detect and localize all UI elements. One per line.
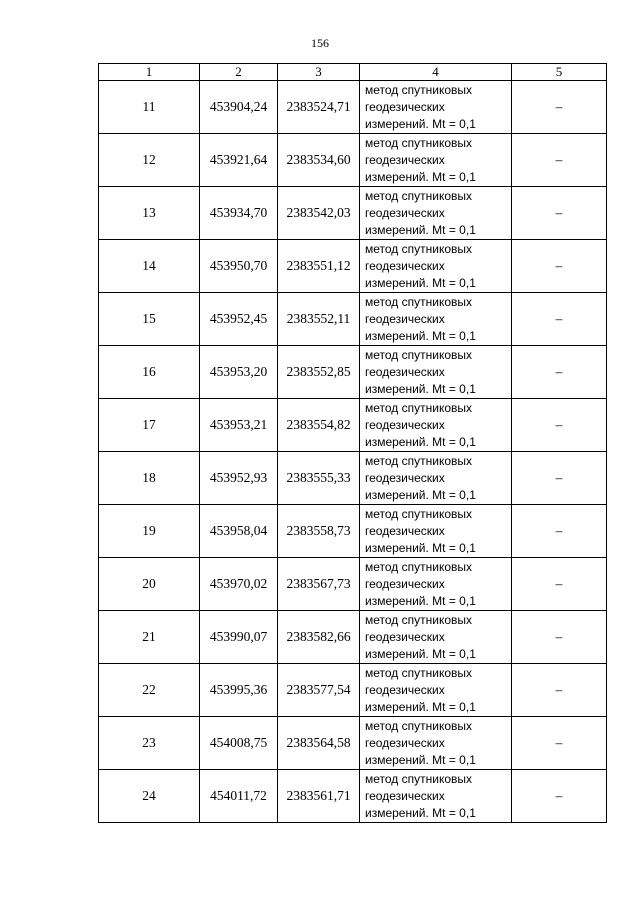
- method-text-line: геодезических: [365, 523, 445, 538]
- column-header-1: 1: [99, 64, 200, 81]
- y-coordinate-cell: 2383534,60: [278, 134, 360, 187]
- table-row: [99, 452, 607, 505]
- point-number-cell: 22: [99, 664, 200, 717]
- method-cell: [360, 770, 512, 823]
- method-text-line: метод спутниковых: [365, 718, 473, 733]
- table-row: [99, 611, 607, 664]
- method-text-line: измерений. Mt = 0,1: [365, 434, 476, 449]
- method-text-line: метод спутниковых: [365, 506, 473, 521]
- point-number-cell: 16: [99, 346, 200, 399]
- method-text-line: измерений. Mt = 0,1: [365, 752, 476, 767]
- method-text-line: геодезических: [365, 417, 445, 432]
- y-coordinate-cell: 2383577,54: [278, 664, 360, 717]
- y-coordinate-cell: 2383564,58: [278, 717, 360, 770]
- x-coordinate-cell: 454008,75: [200, 717, 278, 770]
- point-number-cell: 15: [99, 293, 200, 346]
- method-text-line: метод спутниковых: [365, 665, 473, 680]
- note-cell: –: [512, 346, 607, 399]
- note-cell: –: [512, 81, 607, 134]
- y-coordinate-cell: 2383542,03: [278, 187, 360, 240]
- method-cell: [360, 81, 512, 134]
- point-number-cell: 20: [99, 558, 200, 611]
- method-text-line: геодезических: [365, 788, 445, 803]
- note-cell: –: [512, 717, 607, 770]
- point-number-cell: 12: [99, 134, 200, 187]
- column-header-3: 3: [278, 64, 360, 81]
- x-coordinate-cell: 453990,07: [200, 611, 278, 664]
- method-text-line: метод спутниковых: [365, 82, 473, 97]
- x-coordinate-cell: 453950,70: [200, 240, 278, 293]
- point-number-cell: 24: [99, 770, 200, 823]
- y-coordinate-cell: 2383555,33: [278, 452, 360, 505]
- method-text-line: метод спутниковых: [365, 612, 473, 627]
- method-text-line: метод спутниковых: [365, 188, 473, 203]
- method-text-line: геодезических: [365, 629, 445, 644]
- method-text-line: измерений. Mt = 0,1: [365, 540, 476, 555]
- method-cell: [360, 664, 512, 717]
- table-row: [99, 505, 607, 558]
- point-number-cell: 13: [99, 187, 200, 240]
- note-cell: –: [512, 664, 607, 717]
- method-text-line: метод спутниковых: [365, 294, 473, 309]
- method-cell: [360, 293, 512, 346]
- method-text-line: измерений. Mt = 0,1: [365, 381, 476, 396]
- method-text-line: метод спутниковых: [365, 241, 473, 256]
- note-cell: –: [512, 187, 607, 240]
- x-coordinate-cell: 453921,64: [200, 134, 278, 187]
- y-coordinate-cell: 2383552,85: [278, 346, 360, 399]
- method-cell: [360, 611, 512, 664]
- table-row: [99, 558, 607, 611]
- column-header-4: 4: [360, 64, 512, 81]
- method-text-line: геодезических: [365, 576, 445, 591]
- point-number-cell: 14: [99, 240, 200, 293]
- method-text-line: измерений. Mt = 0,1: [365, 805, 476, 820]
- column-header-5: 5: [512, 64, 607, 81]
- method-text-line: метод спутниковых: [365, 400, 473, 415]
- method-cell: [360, 240, 512, 293]
- table-row: [99, 187, 607, 240]
- method-cell: [360, 399, 512, 452]
- method-text-line: метод спутниковых: [365, 771, 473, 786]
- method-text-line: измерений. Mt = 0,1: [365, 328, 476, 343]
- table-header-row: [99, 64, 607, 81]
- method-cell: [360, 187, 512, 240]
- method-text-line: измерений. Mt = 0,1: [365, 222, 476, 237]
- method-text-line: геодезических: [365, 258, 445, 273]
- method-text-line: измерений. Mt = 0,1: [365, 116, 476, 131]
- table-row: [99, 293, 607, 346]
- y-coordinate-cell: 2383552,11: [278, 293, 360, 346]
- method-text-line: метод спутниковых: [365, 559, 473, 574]
- note-cell: –: [512, 770, 607, 823]
- y-coordinate-cell: 2383558,73: [278, 505, 360, 558]
- method-text-line: геодезических: [365, 152, 445, 167]
- method-text-line: измерений. Mt = 0,1: [365, 646, 476, 661]
- table-row: [99, 770, 607, 823]
- point-number-cell: 21: [99, 611, 200, 664]
- y-coordinate-cell: 2383561,71: [278, 770, 360, 823]
- note-cell: –: [512, 558, 607, 611]
- method-text-line: метод спутниковых: [365, 347, 473, 362]
- method-text-line: измерений. Mt = 0,1: [365, 275, 476, 290]
- method-text-line: геодезических: [365, 364, 445, 379]
- method-text-line: измерений. Mt = 0,1: [365, 487, 476, 502]
- method-cell: [360, 346, 512, 399]
- note-cell: –: [512, 452, 607, 505]
- method-text-line: геодезических: [365, 99, 445, 114]
- x-coordinate-cell: 454011,72: [200, 770, 278, 823]
- method-text-line: геодезических: [365, 205, 445, 220]
- y-coordinate-cell: 2383582,66: [278, 611, 360, 664]
- method-cell: [360, 134, 512, 187]
- method-text-line: измерений. Mt = 0,1: [365, 593, 476, 608]
- x-coordinate-cell: 453952,93: [200, 452, 278, 505]
- point-number-cell: 18: [99, 452, 200, 505]
- method-text-line: геодезических: [365, 735, 445, 750]
- table-row: [99, 81, 607, 134]
- note-cell: –: [512, 399, 607, 452]
- method-text-line: метод спутниковых: [365, 453, 473, 468]
- method-cell: [360, 505, 512, 558]
- method-text-line: геодезических: [365, 682, 445, 697]
- x-coordinate-cell: 453958,04: [200, 505, 278, 558]
- table-row: [99, 134, 607, 187]
- point-number-cell: 23: [99, 717, 200, 770]
- method-text-line: измерений. Mt = 0,1: [365, 169, 476, 184]
- method-text-line: метод спутниковых: [365, 135, 473, 150]
- point-number-cell: 17: [99, 399, 200, 452]
- x-coordinate-cell: 453952,45: [200, 293, 278, 346]
- method-cell: [360, 452, 512, 505]
- point-number-cell: 19: [99, 505, 200, 558]
- table-row: [99, 399, 607, 452]
- point-number-cell: 11: [99, 81, 200, 134]
- page-number: 156: [311, 36, 329, 50]
- x-coordinate-cell: 453953,20: [200, 346, 278, 399]
- x-coordinate-cell: 453953,21: [200, 399, 278, 452]
- x-coordinate-cell: 453995,36: [200, 664, 278, 717]
- method-cell: [360, 717, 512, 770]
- table-row: [99, 346, 607, 399]
- method-cell: [360, 558, 512, 611]
- note-cell: –: [512, 134, 607, 187]
- method-text-line: геодезических: [365, 470, 445, 485]
- note-cell: –: [512, 293, 607, 346]
- table-row: [99, 717, 607, 770]
- column-header-2: 2: [200, 64, 278, 81]
- y-coordinate-cell: 2383551,12: [278, 240, 360, 293]
- y-coordinate-cell: 2383567,73: [278, 558, 360, 611]
- table-row: [99, 664, 607, 717]
- note-cell: –: [512, 505, 607, 558]
- coordinates-table: [98, 63, 607, 823]
- y-coordinate-cell: 2383524,71: [278, 81, 360, 134]
- x-coordinate-cell: 453970,02: [200, 558, 278, 611]
- x-coordinate-cell: 453904,24: [200, 81, 278, 134]
- note-cell: –: [512, 611, 607, 664]
- method-text-line: геодезических: [365, 311, 445, 326]
- table-row: [99, 240, 607, 293]
- x-coordinate-cell: 453934,70: [200, 187, 278, 240]
- table-body: [99, 81, 607, 823]
- note-cell: –: [512, 240, 607, 293]
- y-coordinate-cell: 2383554,82: [278, 399, 360, 452]
- method-text-line: измерений. Mt = 0,1: [365, 699, 476, 714]
